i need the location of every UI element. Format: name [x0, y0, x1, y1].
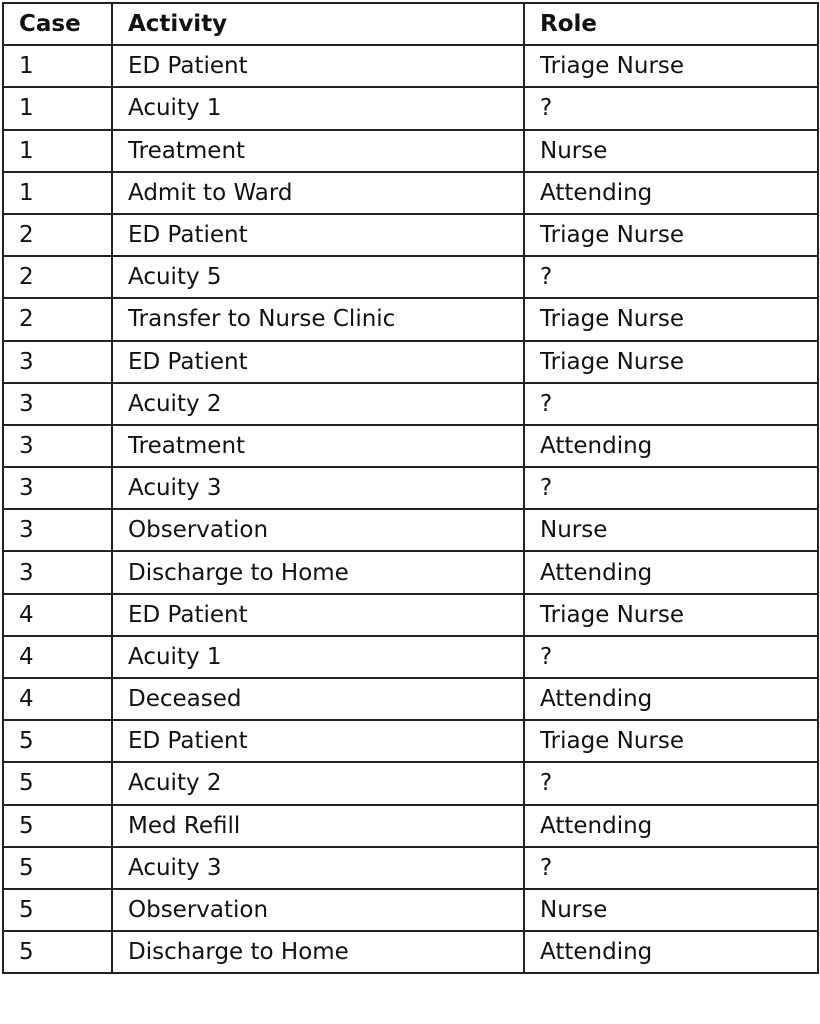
table-row — [3, 87, 818, 129]
header-case: Case — [3, 3, 112, 45]
cell-role: ? — [524, 636, 818, 678]
cell-activity: Discharge to Home — [112, 551, 524, 593]
table-row — [3, 214, 818, 256]
cell-activity: ED Patient — [112, 45, 524, 87]
cell-activity: Treatment — [112, 425, 524, 467]
cell-case: 3 — [3, 341, 112, 383]
cell-activity: Med Refill — [112, 805, 524, 847]
table-row — [3, 509, 818, 551]
table-row — [3, 298, 818, 340]
cell-role: Triage Nurse — [524, 298, 818, 340]
cell-case: 5 — [3, 720, 112, 762]
cell-activity: Treatment — [112, 130, 524, 172]
cell-case: 3 — [3, 551, 112, 593]
cell-role: Attending — [524, 172, 818, 214]
cell-case: 3 — [3, 425, 112, 467]
cell-activity: Deceased — [112, 678, 524, 720]
cell-case: 5 — [3, 762, 112, 804]
cell-role: Triage Nurse — [524, 341, 818, 383]
cell-activity: Acuity 3 — [112, 467, 524, 509]
cell-case: 3 — [3, 509, 112, 551]
cell-activity: Admit to Ward — [112, 172, 524, 214]
cell-activity: Acuity 2 — [112, 762, 524, 804]
table-row — [3, 678, 818, 720]
event-log-table — [2, 2, 819, 974]
header-role: Role — [524, 3, 818, 45]
cell-role: Triage Nurse — [524, 45, 818, 87]
cell-activity: ED Patient — [112, 341, 524, 383]
cell-role: ? — [524, 256, 818, 298]
cell-role: ? — [524, 762, 818, 804]
cell-activity: Observation — [112, 509, 524, 551]
table-row — [3, 425, 818, 467]
cell-role: Attending — [524, 551, 818, 593]
cell-role: Triage Nurse — [524, 720, 818, 762]
table-row — [3, 720, 818, 762]
header-row — [3, 3, 818, 45]
cell-activity: ED Patient — [112, 720, 524, 762]
cell-activity: Acuity 5 — [112, 256, 524, 298]
table-row — [3, 889, 818, 931]
cell-role: Attending — [524, 931, 818, 973]
table-row — [3, 45, 818, 87]
cell-activity: ED Patient — [112, 214, 524, 256]
cell-activity: Transfer to Nurse Clinic — [112, 298, 524, 340]
cell-case: 4 — [3, 636, 112, 678]
cell-case: 3 — [3, 467, 112, 509]
cell-case: 1 — [3, 45, 112, 87]
cell-case: 2 — [3, 256, 112, 298]
cell-activity: ED Patient — [112, 594, 524, 636]
cell-activity: Acuity 1 — [112, 87, 524, 129]
cell-role: Attending — [524, 805, 818, 847]
cell-case: 1 — [3, 130, 112, 172]
table-row — [3, 341, 818, 383]
table-row — [3, 467, 818, 509]
cell-role: Nurse — [524, 509, 818, 551]
table-row — [3, 805, 818, 847]
cell-role: Nurse — [524, 889, 818, 931]
table-row — [3, 130, 818, 172]
table-row — [3, 551, 818, 593]
cell-activity: Discharge to Home — [112, 931, 524, 973]
table-row — [3, 594, 818, 636]
cell-case: 1 — [3, 87, 112, 129]
cell-role: ? — [524, 87, 818, 129]
table-row — [3, 762, 818, 804]
cell-role: Attending — [524, 678, 818, 720]
cell-case: 4 — [3, 594, 112, 636]
cell-activity: Acuity 2 — [112, 383, 524, 425]
cell-case: 5 — [3, 931, 112, 973]
cell-activity: Acuity 3 — [112, 847, 524, 889]
header-activity: Activity — [112, 3, 524, 45]
cell-case: 1 — [3, 172, 112, 214]
table-row — [3, 172, 818, 214]
cell-role: Triage Nurse — [524, 594, 818, 636]
cell-role: Triage Nurse — [524, 214, 818, 256]
cell-case: 2 — [3, 214, 112, 256]
table-row — [3, 931, 818, 973]
table-row — [3, 847, 818, 889]
cell-activity: Acuity 1 — [112, 636, 524, 678]
table-row — [3, 383, 818, 425]
cell-role: ? — [524, 467, 818, 509]
cell-role: ? — [524, 847, 818, 889]
cell-case: 5 — [3, 889, 112, 931]
cell-case: 4 — [3, 678, 112, 720]
cell-role: Attending — [524, 425, 818, 467]
table-row — [3, 256, 818, 298]
cell-activity: Observation — [112, 889, 524, 931]
cell-case: 3 — [3, 383, 112, 425]
cell-case: 5 — [3, 847, 112, 889]
cell-case: 2 — [3, 298, 112, 340]
cell-role: Nurse — [524, 130, 818, 172]
cell-role: ? — [524, 383, 818, 425]
table-row — [3, 636, 818, 678]
cell-case: 5 — [3, 805, 112, 847]
